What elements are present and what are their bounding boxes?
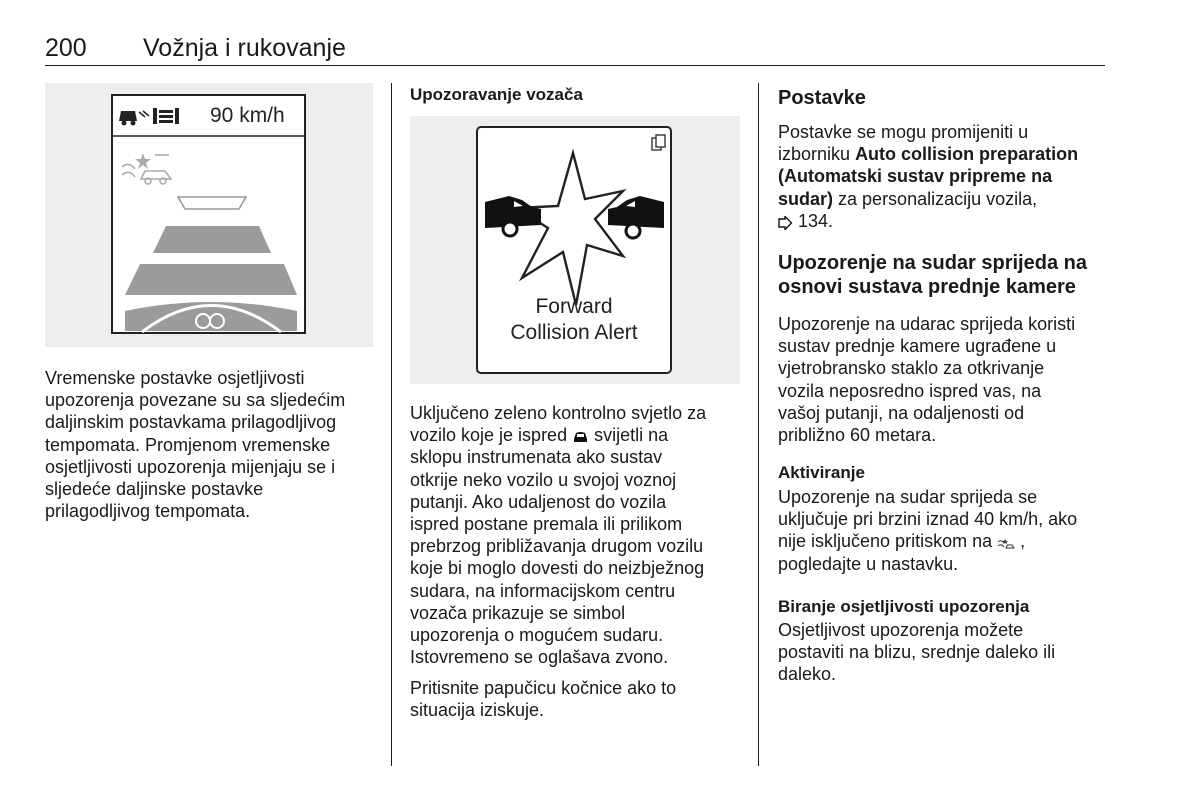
menu-name: Auto collision preparation (855, 144, 1079, 165)
text-line (778, 188, 1108, 210)
text-segment: izborniku (778, 144, 851, 165)
text-line: vozila neposredno ispred vas, na (778, 380, 1042, 401)
front-camera-intro (778, 313, 1108, 446)
text-line: Uključeno zeleno kontrolno svjetlo za (410, 403, 707, 423)
text-line: Osjetljivost upozorenja možete (778, 620, 1024, 640)
text-line: Postavke se mogu promijeniti u (778, 122, 1029, 142)
speed-readout: 90 km/h (210, 104, 285, 127)
text-line: Istovremeno se oglašava zvono. (410, 647, 669, 668)
text-line: sljedeće daljinske postavke (45, 479, 264, 500)
text-line: prilagodljivog tempomata. (45, 501, 251, 522)
menu-name: (Automatski sustav pripreme na (778, 166, 1053, 187)
driver-display-illustration (45, 83, 373, 347)
text-line: Vremenske postavke osjetljivosti (45, 368, 305, 388)
text-segment: , (1020, 531, 1026, 552)
speed-display-figure (45, 83, 373, 347)
text-line: koje bi moglo dovesti do neizbježnog (410, 558, 705, 579)
text-line: približno 60 metara. (778, 425, 937, 446)
text-line: sklopu instrumenata ako sustav (410, 447, 663, 468)
text-line: otkrije neko vozilo u svojoj voznoj (410, 469, 677, 490)
page-reference-number: 134. (798, 210, 834, 231)
text-line (778, 165, 1108, 187)
collision-alert-button-icon (997, 536, 1015, 550)
text-line: daljinskim postavkama prilagodljivog (45, 412, 337, 433)
column-divider-left (391, 83, 392, 766)
text-segment: svijetli na (594, 425, 669, 446)
heading-line: Upozorenje na sudar sprijeda na (778, 252, 1087, 274)
heading-line: osnovi sustava prednje kamere (778, 276, 1076, 298)
text-line: upozorenja o mogućem sudaru. (410, 625, 664, 646)
page-reference[interactable] (778, 210, 1108, 232)
sensitivity-heading: Biranje osjetljivosti upozorenja (778, 597, 1030, 616)
text-line: Upozorenje na udarac sprijeda koristi (778, 314, 1076, 334)
chapter-title: Vožnja i rukovanje (143, 34, 346, 62)
text-line: upozorenja povezane su sa sljedećim (45, 390, 346, 411)
following-distance-icon (153, 108, 179, 124)
text-line (778, 143, 1108, 165)
driver-alert-heading: Upozoravanje vozača (410, 85, 583, 104)
header-rule (45, 65, 1105, 66)
collision-alert-figure (410, 116, 740, 384)
text-line: vašoj putanji, na odaljenosti od (778, 402, 1025, 423)
vehicle-ahead-icon (572, 430, 589, 444)
text-line: Pritisnite papučicu kočnice ako to (410, 678, 677, 698)
text-line (778, 530, 1108, 552)
text-line: postaviti na blizu, srednje daleko ili (778, 642, 1056, 663)
text-line: tempomata. Promjenom vremenske (45, 434, 331, 455)
activation-heading: Aktiviranje (778, 463, 865, 482)
page-reference-arrow-icon (778, 216, 793, 230)
activation-paragraph (778, 486, 1108, 575)
text-line: prebrzog približavanja drugom vozilu (410, 536, 704, 557)
text-line: Upozorenje na sudar sprijeda se (778, 487, 1038, 507)
text-line: sustav prednje kamere ugrađene u (778, 336, 1057, 357)
text-line: daleko. (778, 664, 837, 685)
text-line: situacija iziskuje. (410, 700, 545, 721)
text-line: pogledajte u nastavku. (778, 553, 959, 574)
text-segment: za personalizaciju vozila, (838, 188, 1038, 209)
left-paragraph (45, 367, 385, 522)
sensitivity-paragraph (778, 619, 1108, 686)
text-segment: nije isključeno pritiskom na (778, 531, 993, 552)
text-line: uključuje pri brzini iznad 40 km/h, ako (778, 509, 1078, 530)
column-divider-right (758, 83, 759, 766)
text-line: vjetrobransko staklo za otkrivanje (778, 358, 1045, 379)
front-camera-section-heading (778, 251, 1108, 299)
middle-paragraph-1 (410, 402, 755, 668)
alert-text-line2: Collision Alert (510, 321, 638, 344)
text-line: ispred postane premala ili prilikom (410, 514, 683, 535)
middle-paragraph-2 (410, 677, 755, 721)
menu-name: sudar) (778, 188, 834, 209)
page-number: 200 (45, 34, 87, 62)
settings-heading: Postavke (778, 87, 866, 109)
text-line: putanji. Ako udaljenost do vozila (410, 491, 667, 512)
text-line: vozača prikazuje se simbol (410, 602, 626, 623)
text-line: sudara, na informacijskom centru (410, 580, 676, 601)
text-segment: vozilo koje je ispred (410, 425, 568, 446)
text-line: osjetljivosti upozorenja mijenjaju se i (45, 456, 336, 477)
text-line (410, 424, 755, 446)
settings-paragraph (778, 121, 1108, 232)
alert-text-line1: Forward (535, 295, 613, 318)
